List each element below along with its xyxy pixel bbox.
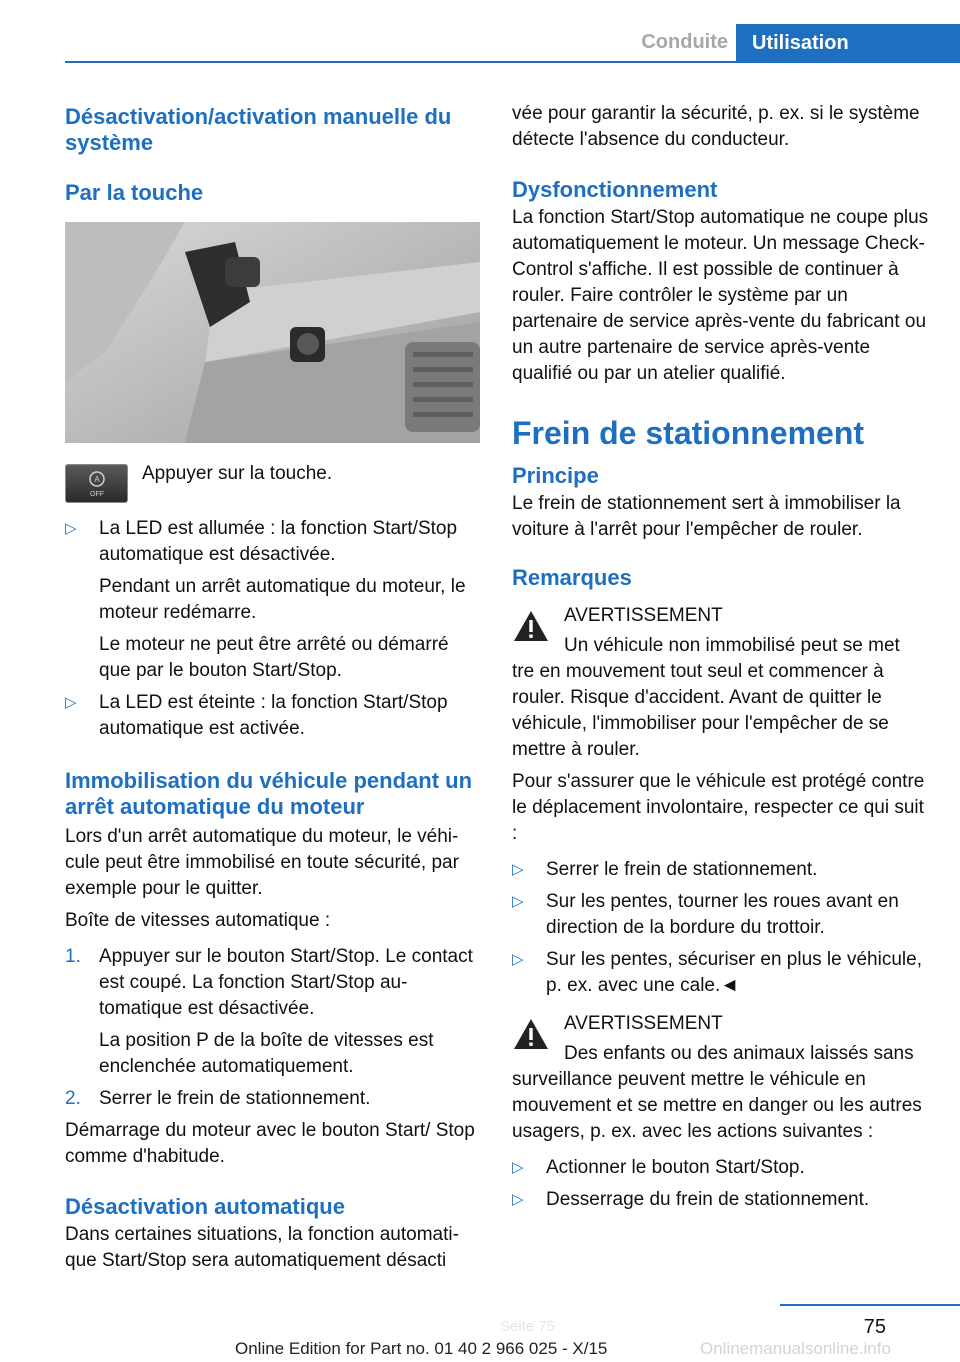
led-on-text: La LED est allumée : la fonction Start/Stop automatique est désactivée.	[99, 518, 458, 565]
heading-frein-stationnement: Frein de stationnement	[512, 415, 865, 451]
gearbox-text: Boîte de vitesses automatique :	[65, 910, 331, 931]
list-item	[512, 947, 930, 999]
footer-brand: Onlinemanualsonline.info	[700, 1339, 891, 1358]
step-number: 1.	[65, 946, 81, 967]
list-item	[512, 857, 930, 883]
warning-title: AVERTISSEMENT	[564, 1013, 723, 1034]
footer-rule	[780, 1304, 960, 1306]
release-brake-item: Desserrage du frein de stationnement.	[546, 1189, 870, 1210]
bullet-marker: ▷	[512, 861, 524, 878]
bullet-marker: ▷	[512, 1159, 524, 1176]
restart-text: Démarrage du moteur avec le bouton Start/ Stop comme d'habitude.	[65, 1120, 475, 1167]
list-item	[65, 944, 480, 1080]
heading-remarques: Remarques	[512, 565, 632, 590]
list-item	[512, 1155, 930, 1181]
auto-start-stop-off-button-icon	[65, 464, 128, 503]
warning-1-text: tre en mouvement tout seul et commencer à rouler. Risque d'accident. Avant de quitter le véhicule, l'immobiliser pour l'empêcher de se mettre à rouler.	[512, 661, 889, 760]
bullet-marker: ▷	[65, 694, 77, 711]
list-item	[65, 690, 480, 742]
heading-par-la-touche: Par la touche	[65, 180, 204, 205]
step-1-detail: La position P de la boîte de vitesses est enclenchée automatiquement.	[99, 1030, 434, 1077]
list-item	[512, 889, 930, 941]
chapter-tab-utilisation[interactable]: Utilisation	[736, 24, 960, 62]
section-tab-conduite[interactable]: Conduite	[641, 31, 728, 53]
step-2-text: Serrer le frein de stationnement.	[99, 1088, 371, 1109]
heading-immobilisation: Immobilisation du véhicule pendant un arrêt automatique du moteur	[65, 768, 473, 819]
start-stop-item: Actionner le bouton Start/Stop.	[546, 1157, 805, 1178]
svg-text:A: A	[94, 475, 100, 484]
bullet-marker: ▷	[512, 1191, 524, 1208]
wheels-item: Sur les pentes, tourner les roues avant en direction de la bordure du trottoir.	[546, 891, 899, 938]
footer-edition: Online Edition for Part no. 01 40 2 966 025 - X/15	[235, 1339, 608, 1358]
led-on-detail-2: Le moteur ne peut être arrêté ou démarré que par le bouton Start/Stop.	[99, 634, 449, 681]
led-off-text: La LED est éteinte : la fonction Start/Stop automatique est activée.	[99, 692, 448, 739]
warning-2-first-line: Des enfants ou des animaux laissés sans	[564, 1043, 914, 1064]
heading-auto-deactivation: Désactivation automatique	[65, 1194, 345, 1219]
principle-text: Le frein de stationnement sert à immobiliser la voiture à l'arrêt pour l'empêcher de rouler.	[512, 493, 901, 540]
step-number: 2.	[65, 1088, 81, 1109]
immobilisation-text: Lors d'un arrêt automatique du moteur, le véhicule peut être immobilisé en toute sécurité, par exemple pour le quitter.	[65, 826, 459, 899]
list-item	[65, 516, 480, 684]
warning-title: AVERTISSEMENT	[564, 605, 723, 626]
list-item	[512, 1187, 930, 1213]
header-rule	[65, 61, 960, 63]
auto-deactivation-text: Dans certaines situations, la fonction automatique Start/Stop sera automatiquement désacti	[65, 1224, 459, 1271]
warning-triangle-icon	[512, 1017, 550, 1051]
warning-block-2	[512, 1011, 930, 1067]
brake-item: Serrer le frein de stationnement.	[546, 859, 818, 880]
press-button-text: Appuyer sur la touche.	[142, 463, 333, 484]
page-number: 75	[863, 1316, 886, 1338]
right-column	[512, 100, 930, 1213]
bullet-marker: ▷	[512, 893, 524, 910]
left-column	[65, 100, 480, 1274]
warning-block-1	[512, 603, 930, 659]
svg-text:OFF: OFF	[90, 491, 104, 498]
step-1-text: Appuyer sur le bouton Start/Stop. Le contact est coupé. La fonction Start/Stop automatique est désactivée.	[99, 946, 473, 1019]
dashboard-photo	[65, 222, 480, 443]
led-on-detail-1: Pendant un arrêt automatique du moteur, le moteur redémarre.	[99, 576, 466, 623]
heading-principe: Principe	[512, 463, 599, 488]
ensure-text: Pour s'assurer que le véhicule est protégé contre le déplacement involontaire, respecter ce qui suit :	[512, 771, 925, 844]
heading-dysfonctionnement: Dysfonctionnement	[512, 177, 718, 202]
bullet-marker: ▷	[65, 520, 77, 537]
warning-2-text: surveillance peuvent mettre le véhicule en mouvement et se mettre en danger ou les autres usagers, p. ex. avec les actions suivantes :	[512, 1069, 922, 1142]
warning-1-first-line: Un véhicule non immobilisé peut se met	[564, 635, 900, 656]
warning-triangle-icon	[512, 609, 550, 643]
list-item	[65, 1086, 480, 1112]
continued-text: vée pour garantir la sécurité, p. ex. si le système détecte l'absence du conducteur.	[512, 103, 920, 150]
wedge-item: Sur les pentes, sécuriser en plus le véhicule, p. ex. avec une cale.◄	[546, 949, 922, 996]
bullet-marker: ▷	[512, 951, 524, 968]
malfunction-text: La fonction Start/Stop automatique ne coupe plus automatiquement le moteur. Un message Check-Control s'affiche. Il est possible de continuer à rouler. Faire contrôler le système par un partenaire de service après-vente du fabricant ou un autre partenaire de service après-vente qualifié ou par un atelier qualifié.	[512, 207, 929, 384]
footer-watermark: Seite 75	[500, 1318, 556, 1335]
heading-manual-toggle: Désactivation/activation manuelle du système	[65, 104, 452, 155]
